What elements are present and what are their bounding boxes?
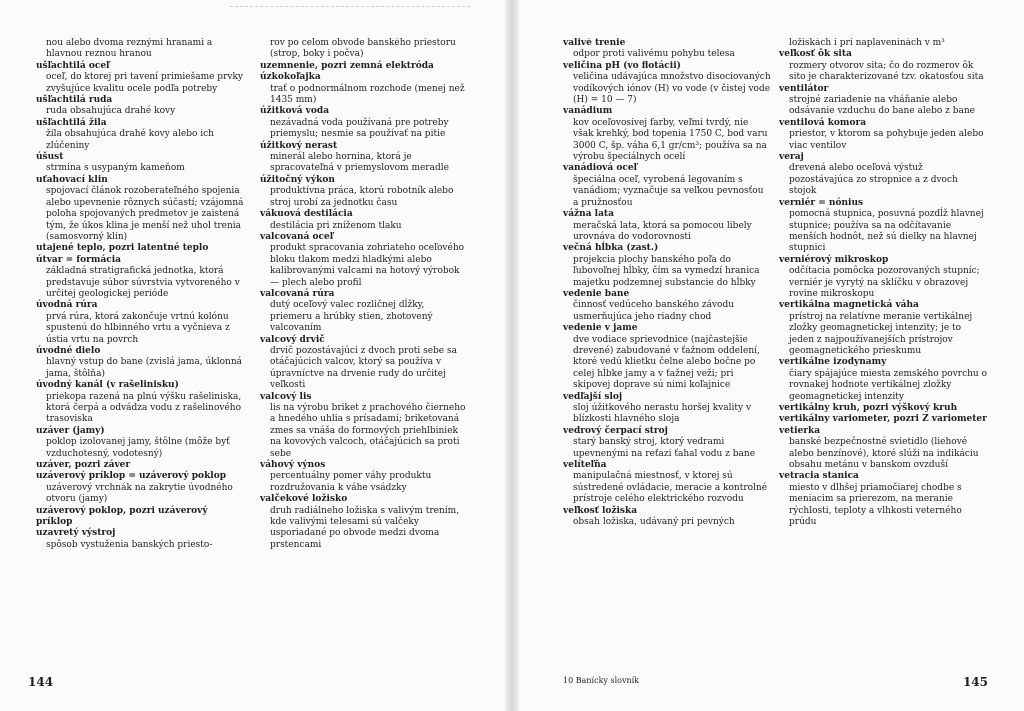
entry-definition: prvá rúra, ktorá zakončuje vrtnú kolónu spustenú do hlbinného vrtu a vyčnieva z ústia vrtu na povrch: [46, 311, 230, 345]
dictionary-entry: [260, 175, 468, 209]
dictionary-entry: [36, 255, 244, 301]
entry-definition: projekcia plochy banského poľa do ľubovoľnej hĺbky, čím sa vymedzí hranica majetku podzemnej substancie do hĺbky: [573, 254, 760, 288]
dictionary-entry: [36, 95, 244, 118]
dictionary-entry: [563, 106, 771, 163]
entry-definition: destilácia pri zníženom tlaku: [270, 220, 402, 231]
entry-term: úvodný kanál (v rašelinisku): [36, 380, 179, 391]
entry-term: valcovaná oceľ: [260, 231, 334, 242]
entry-term: vanádium: [563, 106, 613, 117]
entry-term: ušľachtilá oceľ: [36, 60, 110, 71]
entry-definition: druh radiálneho ložiska s valivým trením, kde valivými telesami sú valčeky usporiadané po obvode medzi dvoma prstencami: [270, 505, 460, 550]
dictionary-entry: [779, 403, 987, 414]
dictionary-entry: [779, 414, 987, 425]
entry-definition: banské bezpečnostné svietidlo (liehové alebo benzínové), ktoré slúži na indikáciu obsahu metánu v banskom ovzduší: [789, 437, 979, 471]
entry-definition: lis na výrobu briket z prachového čierneho a hnedého uhlia s prísadami; briketovaná zmes sa vnáša do formových priehlbiniek na kovových valcoch, otáčajúcich sa proti sebe: [270, 403, 466, 459]
entry-definition: nou alebo dvoma reznými hranami a hlavnou reznou hranou: [46, 38, 213, 60]
dictionary-entry: [563, 61, 771, 107]
entry-term: vedenie bane: [563, 288, 630, 299]
entry-definition: ruda obsahujúca drahé kovy: [46, 106, 176, 117]
dictionary-entry: [779, 426, 987, 472]
book-gutter: [505, 0, 519, 711]
entry-definition: ložiskách i pri naplaveninách v m³: [789, 38, 945, 48]
entry-definition: žila obsahujúca drahé kovy alebo ich zlúčeniny: [46, 129, 214, 151]
entry-definition: miesto v dlhšej priamočiarej chodbe s meniacim sa prierezom, na meranie rýchlosti, teploty a vlhkosti veterného prúdu: [789, 482, 962, 528]
entry-definition: obsah ložiska, udávaný pri pevných: [573, 517, 735, 528]
dictionary-entry: [260, 72, 468, 106]
entry-term: úzkokoľajka: [260, 72, 321, 83]
dictionary-entry: [36, 118, 244, 152]
dictionary-entry: [36, 175, 244, 243]
entry-term: uzavretý výstroj: [36, 528, 116, 539]
entry-term: vertikálna magnetická váha: [779, 300, 919, 311]
dictionary-entry: [260, 106, 468, 140]
entry-term: vertikálny variometer, pozri Z variometer: [779, 414, 987, 425]
dictionary-entry: [779, 49, 987, 83]
entry-definition: rov po celom obvode banského priestoru (strop, boky i počva): [270, 38, 456, 60]
entry-definition: čiary spájajúce miesta zemského povrchu o rovnakej hodnote vertikálnej zložky geomagnetickej intenzity: [789, 368, 987, 402]
dictionary-entry: [36, 346, 244, 380]
entry-term: uťahovací klin: [36, 174, 108, 185]
dictionary-entry: [563, 392, 771, 426]
entry-term: úžitková voda: [260, 106, 330, 117]
dictionary-entry: [260, 61, 468, 72]
dictionary-entry: [779, 300, 987, 357]
dictionary-entry: [260, 335, 468, 392]
dictionary-entry: [779, 118, 987, 152]
entry-term: vanádiová oceľ: [563, 163, 637, 174]
entry-definition: produktívna práca, ktorú robotník alebo stroj urobí za jednotku času: [270, 186, 454, 208]
entry-term: úvodné dielo: [36, 345, 101, 356]
dictionary-entry: [563, 506, 771, 529]
left-column-2: [260, 38, 468, 668]
entry-definition: rozmery otvorov sita; čo do rozmerov ôk sito je charakterizované tzv. okatosťou sita: [789, 60, 984, 83]
entry-term: veličina pH (vo flotácii): [563, 60, 681, 71]
entry-definition: drvič pozostávajúci z dvoch proti sebe sa otáčajúcich valcov, ktorý sa používa v úpravníctve na drvenie rudy do určitej veľkosti: [270, 345, 457, 391]
entry-term: uzáverový poklop, pozri uzáverový príklop: [36, 505, 208, 528]
entry-definition: trať o podnormálnom rozchode (menej než 1435 mm): [270, 83, 465, 106]
printer-signature: 10 Banícky slovník: [563, 676, 640, 685]
entry-term: vetracia stanica: [779, 471, 859, 482]
entry-term: úšust: [36, 152, 64, 163]
entry-term: vertikálny kruh, pozri výškový kruh: [779, 403, 958, 413]
dictionary-entry: [36, 471, 244, 505]
dictionary-entry: [36, 380, 244, 426]
dictionary-entry: [36, 38, 244, 61]
entry-definition: kov oceľovosivej farby, veľmi tvrdý, nie však krehký, bod topenia 1750 C, bod varu 3000 C, šp. váha 6,1 gr/cm³; používa sa na výrobu špeciálnych ocelí: [573, 117, 768, 163]
entry-term: utajené teplo, pozri latentné teplo: [36, 243, 209, 254]
entry-term: uzáverový príklop = uzáverový poklop: [36, 471, 227, 482]
dictionary-entry: [260, 392, 468, 460]
dictionary-entry: [563, 289, 771, 323]
entry-term: ušľachtilá ruda: [36, 95, 113, 106]
entry-definition: odpor proti valivému pohybu telesa: [573, 49, 735, 60]
entry-term: velíteľňa: [563, 460, 607, 471]
entry-definition: strmina s usypaným kameňom: [46, 163, 185, 174]
entry-term: vedenie v jame: [563, 323, 638, 334]
entry-term: veľkosť ložiska: [563, 505, 638, 516]
dictionary-entry: [779, 471, 987, 528]
entry-definition: činnosť vedúceho banského závodu usmerňujúca jeho riadny chod: [573, 300, 735, 322]
entry-definition: priekopa razená na plnú výšku rašeliniska, ktorá čerpá a odvádza vodu z rašelinového trasoviska: [46, 391, 242, 425]
entry-term: uzáver (jamy): [36, 425, 105, 436]
entry-term: úžitočný výkon: [260, 174, 335, 185]
dictionary-entry: [260, 38, 468, 61]
dictionary-entry: [563, 163, 771, 209]
dictionary-entry: [36, 61, 244, 95]
dictionary-entry: [260, 460, 468, 494]
entry-definition: starý banský stroj, ktorý vedrami upevnenými na reťazi ťahal vodu z bane: [573, 437, 756, 459]
entry-term: úžitkový nerast: [260, 140, 338, 151]
entry-term: vážna lata: [563, 209, 614, 220]
dictionary-entry: [779, 357, 987, 403]
entry-definition: priestor, v ktorom sa pohybuje jeden alebo viac ventilov: [789, 129, 984, 151]
dictionary-entry: [36, 528, 244, 551]
dictionary-entry: [563, 243, 771, 289]
dictionary-entry: [779, 255, 987, 301]
entry-term: vertikálne izodynamy: [779, 357, 887, 368]
dictionary-entry: [36, 300, 244, 346]
entry-definition: veličina udávajúca množstvo disociovaných vodíkových iónov (H) vo vode (v čistej vode (H) = 10 — 7): [573, 72, 771, 106]
entry-definition: percentuálny pomer váhy produktu rozdružovania k váhe vsádzky: [270, 471, 432, 493]
entry-definition: základná stratigrafická jednotka, ktorá predstavuje súbor súvrstvia vytvoreného v určitej geologickej perióde: [46, 266, 240, 299]
dictionary-entry: [260, 232, 468, 289]
dictionary-entry: [563, 323, 771, 391]
right-column-1: [563, 38, 771, 668]
entry-definition: manipulačná miestnosť, v ktorej sú sústredené ovládacie, meracie a kontrolné prístroje celého elektrického rozvodu: [573, 471, 768, 505]
entry-definition: pomocná stupnica, posuvná pozdĺž hlavnej stupnice; používa sa na odčítavanie menších hodnôt, než sú dielky na hlavnej stupnici: [789, 209, 984, 254]
entry-definition: odčítacia pomôcka pozorovaných stupníc; verniér je vyrytý na sklíčku v obrazovej rovine mikroskopu: [789, 266, 980, 299]
entry-definition: meračská lata, ktorá sa pomocou libely urovnáva do vodorovnosti: [573, 220, 752, 242]
entry-definition: sloj úžitkového nerastu horšej kvality v blízkosti hlavného sloja: [573, 403, 752, 425]
entry-definition: produkt spracovania zohriateho oceľového bloku tlakom medzi hladkými alebo kalibrovanými valcami na hotový výrobok — plech alebo profil: [270, 243, 465, 288]
entry-definition: prístroj na relatívne meranie vertikálnej zložky geomagnetickej intenzity; je to jeden z najpoužívanejších prístrojov geomagnetického prieskumu: [789, 311, 973, 356]
dictionary-entry: [260, 494, 468, 551]
entry-term: váhový výnos: [260, 460, 326, 471]
entry-definition: minerál alebo hornina, ktorá je spracovateľná v priemyslovom meradle: [270, 152, 449, 174]
entry-definition: dve vodiace sprievodnice (najčastejšie drevené) zabudované v ťažnom oddelení, ktoré vedú klietku čelne alebo bočne po celej hĺbke jamy a v ťažnej veži; pri skipovej doprave sú nimi koľajnice: [573, 334, 760, 391]
entry-term: valivé trenie: [563, 38, 626, 48]
entry-term: veľkosť ôk sita: [779, 49, 852, 60]
entry-definition: spojovací článok rozoberateľného spojenia alebo upevnenie rôznych súčastí; vzájomná poloha spojovaných predmetov je zaistená tým, že úkos klina je menší než uhol trenia (samosvorný klin): [46, 186, 244, 242]
entry-term: útvar = formácia: [36, 254, 122, 265]
entry-term: ušľachtilá žila: [36, 117, 107, 128]
entry-term: vedľajší sloj: [563, 391, 623, 402]
dictionary-entry: [779, 152, 987, 198]
dictionary-entry: [36, 506, 244, 529]
entry-term: vetierka: [779, 425, 821, 436]
entry-definition: poklop izolovanej jamy, štôlne (môže byť vzduchotesný, vodotesný): [46, 437, 230, 459]
dictionary-entry: [260, 141, 468, 175]
dictionary-entry: [779, 38, 987, 49]
entry-term: ventilátor: [779, 83, 829, 94]
dictionary-entry: [36, 152, 244, 175]
dictionary-entry: [563, 426, 771, 460]
entry-term: valcovaná rúra: [260, 288, 335, 299]
entry-term: ventilová komora: [779, 117, 867, 128]
entry-term: uzemnenie, pozri zemná elektróda: [260, 60, 434, 71]
entry-definition: hlavný vstup do bane (zvislá jama, úklonná jama, štôlňa): [46, 357, 242, 379]
dictionary-entry: [563, 38, 771, 61]
entry-term: vedrový čerpací stroj: [563, 425, 668, 436]
dictionary-entry: [563, 209, 771, 243]
page-number-right: 145: [962, 675, 988, 689]
entry-term: verniérový mikroskop: [779, 254, 889, 265]
entry-definition: uzáverový vrchnák na zakrytie úvodného otvoru (jamy): [46, 482, 233, 505]
entry-term: valcový drvič: [260, 334, 325, 345]
entry-definition: dutý oceľový valec rozličnej dĺžky, priemeru a hrúbky stien, zhotovený valcovaním: [270, 300, 433, 334]
dictionary-entry: [779, 198, 987, 255]
entry-term: valčekové ložisko: [260, 494, 348, 505]
entry-definition: špeciálna oceľ, vyrobená legovaním s vanádiom; vyznačuje sa veľkou pevnosťou a pružnosťou: [573, 174, 764, 208]
entry-term: uzáver, pozri záver: [36, 460, 131, 471]
entry-definition: nezávadná voda používaná pre potreby priemyslu; nesmie sa používať na pitie: [270, 117, 449, 140]
dictionary-entry: [36, 426, 244, 460]
dictionary-entry: [260, 289, 468, 335]
entry-term: vákuová destilácia: [260, 209, 353, 220]
entry-term: valcový lis: [260, 391, 312, 402]
entry-term: večná hĺbka (zast.): [563, 243, 659, 254]
entry-definition: drevená alebo oceľová výstuž pozostávajúca zo stropnice a z dvoch stojok: [789, 163, 958, 197]
right-column-2: [779, 38, 987, 668]
entry-term: veraj: [779, 152, 804, 163]
entry-definition: spôsob vystuženia banských priesto-: [46, 539, 213, 550]
dictionary-entry: [36, 460, 244, 471]
dictionary-entry: [779, 84, 987, 118]
right-page: [519, 0, 1024, 711]
left-column-1: [36, 38, 244, 668]
entry-definition: strojné zariadenie na vháňanie alebo odsávanie vzduchu do bane alebo z bane: [789, 95, 975, 117]
dictionary-entry: [563, 460, 771, 506]
entry-term: verniér = nónius: [779, 197, 864, 208]
entry-term: úvodná rúra: [36, 300, 98, 311]
page-number-left: 144: [28, 675, 54, 689]
dictionary-entry: [36, 243, 244, 254]
dictionary-entry: [260, 209, 468, 232]
entry-definition: oceľ, do ktorej pri tavení primiešame prvky zvyšujúce kvalitu ocele podľa potreby: [46, 72, 243, 94]
left-page: [0, 0, 505, 711]
